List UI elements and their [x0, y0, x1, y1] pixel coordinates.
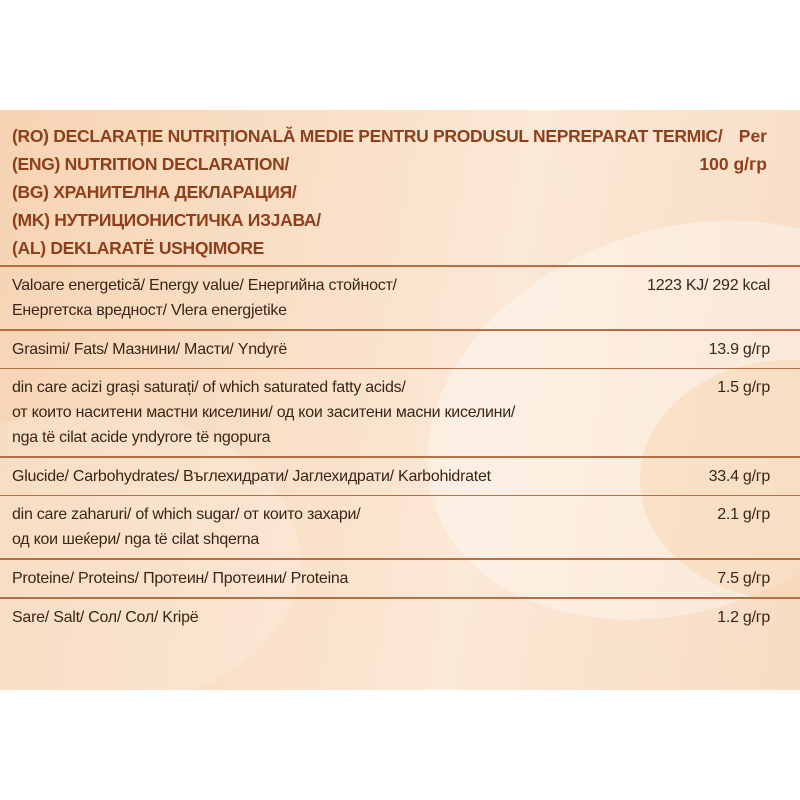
table-row-sugar	[0, 495, 800, 558]
table-row-proteins	[0, 558, 800, 597]
nutrient-name	[12, 566, 632, 591]
table-row-fats	[0, 329, 800, 368]
nutrition-table	[0, 265, 800, 636]
title-line-ro: (RO) DECLARAȚIE NUTRIȚIONALĂ MEDIE PENTRU PRODUSUL NEPREPARAT TERMIC/	[12, 126, 723, 146]
nutrient-value: 1.5 g/гр	[717, 379, 770, 396]
nutrient-name	[12, 375, 632, 450]
table-row-salt	[0, 597, 800, 636]
nutrient-name-line: nga të cilat acide yndyrore të ngopura	[12, 429, 271, 446]
nutrient-name-line: din care zaharuri/ of which sugar/ от които захари/	[12, 506, 361, 523]
nutrient-value: 13.9 g/гр	[708, 341, 770, 358]
nutrient-name-line: Proteine/ Proteins/ Протеин/ Протеини/ Proteina	[12, 570, 349, 587]
table-row-energy	[0, 265, 800, 329]
nutrient-value: 2.1 g/гр	[717, 506, 770, 523]
per-100g-header	[699, 122, 767, 178]
nutrition-header	[12, 122, 788, 272]
title-line-eng: (ENG) NUTRITION DECLARATION/	[12, 154, 290, 174]
table-row-carbohydrates	[0, 456, 800, 495]
nutrient-name-line: от които наситени мастни киселини/ од кои заситени масни киселини/	[12, 404, 516, 421]
nutrient-name	[12, 464, 632, 489]
nutrition-label-panel	[0, 110, 800, 690]
declaration-title	[12, 122, 723, 262]
nutrient-name-line: Grasimi/ Fats/ Мазнини/ Масти/ Yndyrë	[12, 341, 288, 358]
nutrient-name-line: Енергетска вредност/ Vlera energjetike	[12, 302, 287, 319]
per-amount: 100 g/гр	[699, 154, 767, 174]
nutrient-name-line: од кои шеќери/ nga të cilat shqerna	[12, 531, 260, 548]
nutrient-name	[12, 273, 632, 323]
nutrient-value: 7.5 g/гр	[717, 570, 770, 587]
nutrient-name-line: Glucide/ Carbohydrates/ Въглехидрати/ Јаглехидрати/ Karbohidratet	[12, 468, 491, 485]
nutrient-name	[12, 605, 632, 630]
nutrient-value: 33.4 g/гр	[708, 468, 770, 485]
nutrient-name-line: Valoare energetică/ Energy value/ Енергийна стойност/	[12, 277, 397, 294]
nutrient-name	[12, 337, 632, 362]
title-line-al: (AL) DEKLARATË USHQIMORE	[12, 238, 265, 258]
title-line-mk: (MK) НУТРИЦИОНИСТИЧКА ИЗЈАВА/	[12, 210, 321, 230]
nutrient-value: 1223 KJ/ 292 kcal	[647, 277, 770, 294]
nutrient-value: 1.2 g/гр	[717, 609, 770, 626]
nutrient-name-line: Sare/ Salt/ Сол/ Сол/ Kripë	[12, 609, 199, 626]
nutrient-name	[12, 502, 632, 552]
nutrient-name-line: din care acizi grași saturați/ of which saturated fatty acids/	[12, 379, 406, 396]
title-line-bg: (BG) ХРАНИТЕЛНА ДЕКЛАРАЦИЯ/	[12, 182, 297, 202]
per-label: Per	[738, 126, 767, 146]
table-row-saturated-fat	[0, 368, 800, 456]
